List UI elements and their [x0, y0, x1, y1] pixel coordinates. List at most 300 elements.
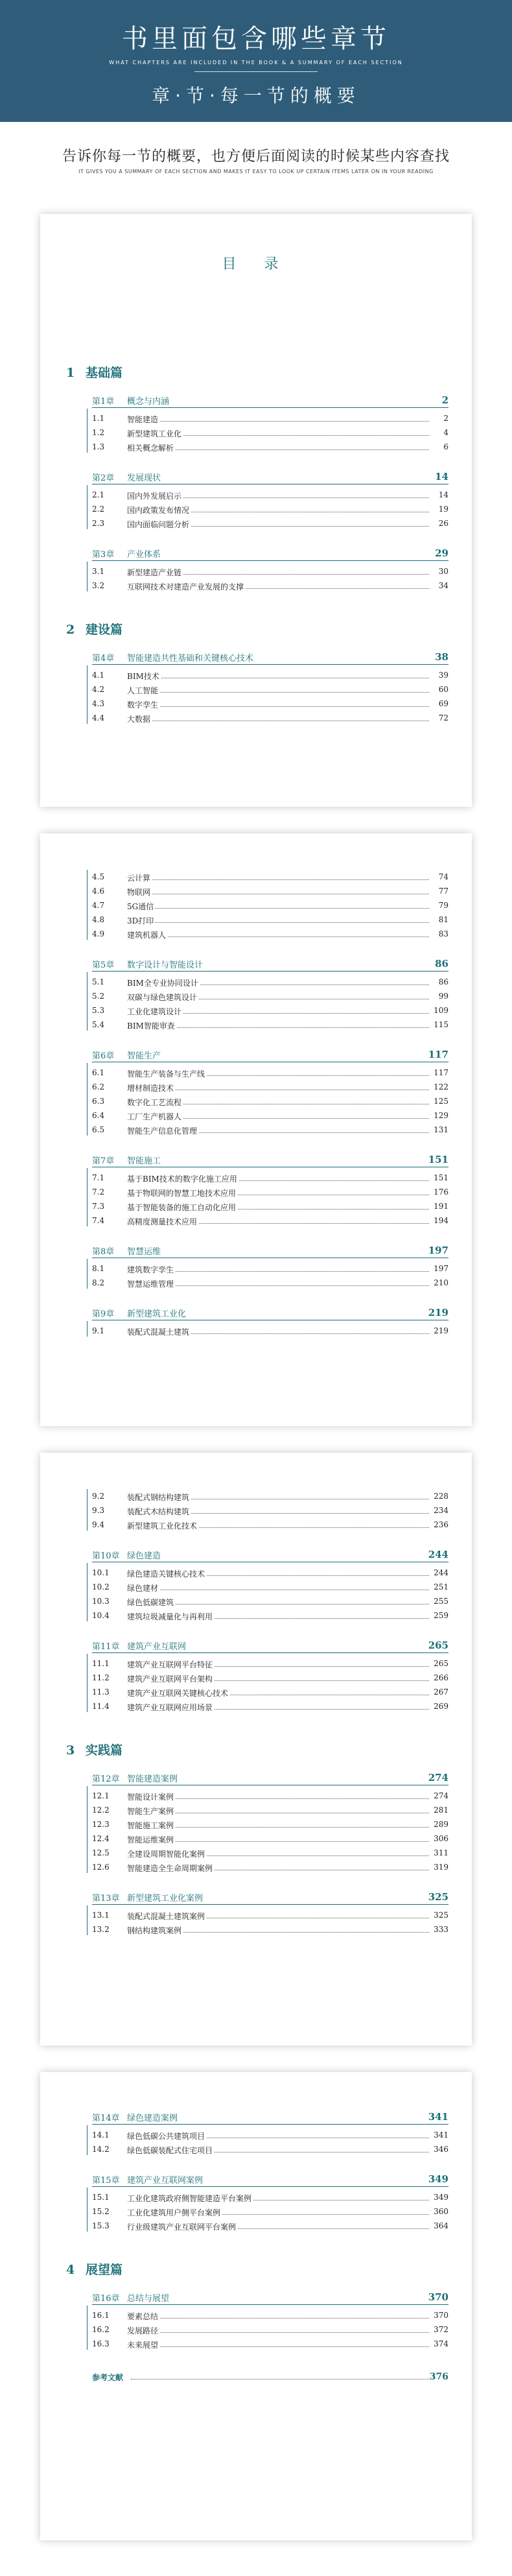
section-title: 建筑产业互联网平台架构	[127, 1675, 213, 1684]
section-page: 266	[434, 1673, 448, 1682]
section-number: 14.2	[92, 2145, 110, 2154]
section-title: 大数据	[127, 715, 151, 724]
section-entry	[92, 2145, 448, 2155]
section-page: 210	[434, 1278, 448, 1287]
section-entry	[92, 1173, 448, 1184]
section-page: 274	[434, 1791, 448, 1800]
section-entry	[92, 1791, 448, 1802]
section-number: 1.2	[92, 428, 105, 437]
section-entry	[92, 2325, 448, 2335]
section-page: 125	[434, 1097, 448, 1106]
section-entry	[92, 1326, 448, 1337]
dot-leader	[127, 421, 429, 422]
section-title: 建筑产业互联网应用场景	[127, 1703, 213, 1712]
section-title: 全建设周期智能化案例	[127, 1850, 205, 1859]
section-page: 289	[434, 1820, 448, 1829]
section-title: 建筑机器人	[127, 931, 167, 940]
section-entry	[92, 887, 448, 897]
section-entry	[92, 1834, 448, 1844]
section-number: 6.4	[92, 1111, 105, 1120]
chapter-entry	[92, 1640, 448, 1654]
chapter-rule	[92, 1652, 448, 1653]
chapter-rule	[92, 664, 448, 665]
section-title: 装配式木结构建筑	[127, 1507, 190, 1516]
chapter-number: 第7章	[92, 1156, 115, 1166]
section-number: 5.4	[92, 1020, 105, 1029]
section-page: 74	[438, 872, 448, 881]
section-number: 5.1	[92, 977, 105, 986]
section-number: 6.5	[92, 1125, 105, 1134]
chapter-page: 219	[428, 1307, 448, 1318]
section-page: 372	[434, 2325, 448, 2334]
section-title: 工业化建筑设计	[127, 1007, 182, 1016]
section-page: 131	[434, 1125, 448, 1134]
section-page: 69	[438, 699, 448, 708]
section-number: 2.1	[92, 490, 105, 499]
section-number: 5.2	[92, 992, 105, 1001]
chapter-title: 建筑产业互联网案例	[127, 2176, 204, 2186]
section-number: 12.1	[92, 1791, 110, 1800]
toc-page-4	[40, 2072, 472, 2540]
chapter-page: 14	[435, 471, 448, 483]
section-title: 增材制造技术	[127, 1084, 174, 1093]
section-entry	[92, 490, 448, 501]
section-number: 3.2	[92, 581, 105, 590]
section-number: 10.3	[92, 1597, 110, 1606]
section-page: 251	[434, 1582, 448, 1592]
section-number: 4.7	[92, 901, 105, 910]
section-page: 79	[438, 901, 448, 910]
chapter-rule	[92, 1904, 448, 1905]
chapter-title: 智能建造共性基础和关键核心技术	[127, 654, 254, 663]
section-title: 国内面临问题分析	[127, 520, 190, 529]
section-entry	[92, 1863, 448, 1873]
dot-leader	[127, 692, 429, 693]
chapter-number: 第13章	[92, 1894, 120, 1903]
chapter-page: 38	[435, 651, 448, 663]
chapter-page: 117	[428, 1049, 448, 1060]
section-entry	[92, 1611, 448, 1621]
section-title: 智能运维案例	[127, 1835, 174, 1844]
chapter-entry	[92, 1772, 448, 1786]
banner-divider	[194, 71, 318, 72]
section-title: 相关概念解析	[127, 444, 174, 453]
chapter-page: 197	[428, 1245, 448, 1256]
section-title: 智能生产案例	[127, 1807, 174, 1816]
section-number: 11.2	[92, 1673, 110, 1682]
chapter-page: 151	[428, 1154, 448, 1165]
toc-title: 目 录	[222, 256, 290, 272]
section-entry	[92, 581, 448, 591]
section-entry	[92, 1068, 448, 1079]
part-number: 3	[66, 1743, 75, 1758]
section-title: 人工智能	[127, 686, 159, 695]
chapter-number: 第14章	[92, 2114, 120, 2123]
chapter-title: 绿色建造案例	[127, 2114, 178, 2123]
section-page: 4	[443, 428, 448, 437]
chapter-title: 智能建造案例	[127, 1774, 178, 1784]
section-page: 19	[438, 505, 448, 514]
section-page: 265	[434, 1659, 448, 1668]
section-title: 绿色建造关键核心技术	[127, 1569, 205, 1579]
chapter-page: 370	[428, 2291, 448, 2303]
section-entry	[92, 1659, 448, 1669]
section-entry	[92, 1806, 448, 1816]
section-page: 117	[434, 1068, 448, 1077]
section-title: 互联网技术对建造产业发展的支撑	[127, 582, 244, 591]
section-title: 绿色低碳公共建筑项目	[127, 2132, 205, 2141]
section-title: BIM技术	[127, 672, 159, 681]
section-entry	[92, 872, 448, 883]
section-page: 306	[434, 1834, 448, 1843]
section-title: 工业化建筑政府侧智能建造平台案例	[127, 2194, 252, 2203]
chapter-number: 第12章	[92, 1774, 120, 1784]
section-entry	[92, 2221, 448, 2232]
section-number: 11.1	[92, 1659, 110, 1668]
section-entry	[92, 1582, 448, 1593]
toc-page-3	[40, 1453, 472, 2045]
section-entry	[92, 685, 448, 695]
section-number: 9.1	[92, 1326, 105, 1335]
section-entry	[92, 1097, 448, 1107]
section-number: 16.3	[92, 2339, 110, 2348]
chapter-number: 第15章	[92, 2176, 120, 2186]
chapter-number: 第3章	[92, 550, 115, 560]
section-number: 7.1	[92, 1173, 105, 1182]
section-title: 建筑垃圾减量化与再利用	[127, 1612, 213, 1621]
section-page: 234	[434, 1506, 448, 1515]
section-page: 115	[434, 1020, 448, 1029]
section-number: 9.2	[92, 1492, 105, 1501]
section-entry	[92, 519, 448, 529]
section-title: 绿色建材	[127, 1584, 159, 1593]
references-entry	[92, 2372, 448, 2382]
chapter-page: 341	[428, 2111, 448, 2123]
section-number: 4.1	[92, 671, 105, 680]
part-heading	[66, 1741, 122, 1758]
part-heading	[66, 363, 122, 381]
chapter-title: 概念与内涵	[127, 397, 170, 407]
section-page: 14	[438, 490, 448, 499]
section-entry	[92, 992, 448, 1002]
chapter-page: 265	[428, 1640, 448, 1651]
section-number: 2.2	[92, 505, 105, 514]
chapter-entry	[92, 1245, 448, 1259]
section-number: 1.1	[92, 414, 105, 423]
section-page: 99	[438, 992, 448, 1001]
section-page: 86	[438, 977, 448, 986]
section-title: 工厂生产机器人	[127, 1112, 182, 1121]
section-entry	[92, 2311, 448, 2321]
chapter-title: 数字设计与智能设计	[127, 960, 204, 970]
section-number: 6.3	[92, 1097, 105, 1106]
section-number: 4.6	[92, 887, 105, 896]
section-title: 智能生产装备与生产线	[127, 1069, 205, 1079]
section-page: 364	[434, 2221, 448, 2230]
section-title: 新型建筑工业化技术	[127, 1521, 198, 1531]
section-page: 6	[443, 442, 448, 451]
section-number: 15.3	[92, 2221, 110, 2230]
section-entry	[92, 1506, 448, 1516]
section-title: 新型建筑工业化	[127, 429, 182, 438]
intro-text-en: IT GIVES YOU A SUMMARY OF EACH SECTION AND MAKES IT EASY TO LOOK UP CERTAIN ITEMS LATER ON IN YOUR READING	[78, 169, 434, 174]
section-entry	[92, 1082, 448, 1093]
chapter-page: 2	[441, 394, 448, 406]
section-title: 智能建造	[127, 415, 159, 424]
section-title: 装配式钢结构建筑	[127, 1493, 190, 1502]
section-number: 9.3	[92, 1506, 105, 1515]
section-entry	[92, 442, 448, 453]
section-page: 325	[434, 1911, 448, 1920]
section-page: 77	[438, 887, 448, 896]
section-number: 12.4	[92, 1834, 110, 1843]
section-entry	[92, 414, 448, 424]
part-heading	[66, 2260, 122, 2278]
section-page: 349	[434, 2193, 448, 2202]
section-title: 钢结构建筑案例	[127, 1926, 182, 1935]
chapter-title: 绿色建造	[127, 1551, 161, 1561]
chapter-entry	[92, 1049, 448, 1063]
section-number: 8.2	[92, 1278, 105, 1287]
section-entry	[92, 1520, 448, 1531]
dot-leader	[127, 936, 429, 937]
section-entry	[92, 1925, 448, 1935]
section-title: 双碳与绿色建筑设计	[127, 993, 198, 1002]
section-number: 4.4	[92, 713, 105, 722]
section-page: 281	[434, 1806, 448, 1815]
section-page: 360	[434, 2207, 448, 2216]
section-number: 4.8	[92, 915, 105, 924]
section-title: 5G通信	[127, 902, 154, 911]
dot-leader	[127, 2346, 429, 2347]
chapter-title: 新型建筑工业化案例	[127, 1894, 204, 1903]
section-page: 319	[434, 1863, 448, 1872]
banner-subtitle-en: WHAT CHAPTERS ARE INCLUDED IN THE BOOK & A SUMMARY OF EACH SECTION	[109, 60, 403, 66]
chapter-title: 智能生产	[127, 1051, 161, 1061]
section-page: 194	[434, 1216, 448, 1225]
section-title: BIM智能审查	[127, 1021, 175, 1031]
chapter-title: 智能施工	[127, 1156, 161, 1166]
chapter-number: 第9章	[92, 1309, 115, 1319]
section-page: 311	[434, 1848, 448, 1857]
section-number: 14.1	[92, 2130, 110, 2140]
section-entry	[92, 1216, 448, 1226]
section-entry	[92, 505, 448, 515]
section-entry	[92, 2193, 448, 2203]
part-number: 4	[66, 2263, 75, 2277]
chapter-number: 第4章	[92, 654, 115, 663]
section-number: 13.1	[92, 1911, 110, 1920]
section-entry	[92, 2207, 448, 2217]
section-number: 4.2	[92, 685, 105, 694]
section-entry	[92, 1264, 448, 1274]
section-page: 39	[438, 671, 448, 680]
chapter-entry	[92, 1154, 448, 1168]
section-entry	[92, 1673, 448, 1684]
section-title: 云计算	[127, 874, 151, 883]
chapter-number: 第1章	[92, 397, 115, 407]
chapter-entry	[92, 2291, 448, 2306]
toc-page-2	[40, 833, 472, 1426]
section-number: 16.2	[92, 2325, 110, 2334]
section-number: 16.1	[92, 2311, 110, 2320]
section-number: 11.4	[92, 1702, 110, 1711]
chapter-entry	[92, 2173, 448, 2188]
section-entry	[92, 1848, 448, 1859]
section-page: 34	[438, 581, 448, 590]
section-title: 智能施工案例	[127, 1821, 174, 1830]
references-page: 376	[429, 2372, 448, 2382]
section-entry	[92, 929, 448, 940]
section-entry	[92, 977, 448, 988]
section-entry	[92, 1911, 448, 1921]
section-entry	[92, 1278, 448, 1289]
section-page: 259	[434, 1611, 448, 1620]
section-number: 13.2	[92, 1925, 110, 1934]
section-entry	[92, 567, 448, 577]
chapter-page: 349	[428, 2173, 448, 2185]
chapter-entry	[92, 651, 448, 665]
section-page: 72	[438, 713, 448, 722]
section-number: 12.3	[92, 1820, 110, 1829]
section-page: 81	[438, 915, 448, 924]
banner-title: 书里面包含哪些章节	[122, 24, 390, 54]
chapter-page: 274	[428, 1772, 448, 1783]
part-title: 实践篇	[86, 1743, 123, 1758]
intro-text-cn: 告诉你每一节的概要，也方便后面阅读的时候某些内容查找	[62, 149, 450, 165]
section-entry	[92, 1702, 448, 1712]
section-title: 高精度测量技术应用	[127, 1217, 198, 1226]
section-entry	[92, 1688, 448, 1698]
section-entry	[92, 915, 448, 925]
section-entry	[92, 2339, 448, 2350]
section-title: 建筑产业互联网关键核心技术	[127, 1689, 229, 1698]
section-entry	[92, 1597, 448, 1607]
chapter-rule	[92, 2186, 448, 2187]
chapter-title: 总结与展望	[127, 2294, 170, 2304]
references-title: 参考文献	[92, 2373, 124, 2382]
chapter-title: 建筑产业互联网	[127, 1642, 187, 1652]
section-number: 8.1	[92, 1264, 105, 1273]
chapter-page: 86	[435, 958, 448, 970]
chapter-number: 第6章	[92, 1051, 115, 1061]
chapter-number: 第2章	[92, 473, 115, 483]
chapter-rule	[92, 2304, 448, 2305]
chapter-number: 第10章	[92, 1551, 120, 1561]
section-number: 10.2	[92, 1582, 110, 1592]
section-page: 333	[434, 1925, 448, 1934]
section-page: 83	[438, 929, 448, 938]
dot-leader	[127, 706, 429, 707]
section-page: 267	[434, 1688, 448, 1697]
toc-page-1	[40, 214, 472, 807]
header-banner	[0, 0, 512, 122]
section-title: 发展路径	[127, 2326, 159, 2335]
section-number: 12.6	[92, 1863, 110, 1872]
banner-tagline: 章·节·每一节的概要	[152, 85, 360, 106]
chapter-entry	[92, 958, 448, 972]
chapter-entry	[92, 1549, 448, 1563]
section-page: 341	[434, 2130, 448, 2140]
chapter-entry	[92, 1307, 448, 1321]
section-page: 2	[443, 414, 448, 423]
chapter-rule	[92, 407, 448, 408]
section-title: 基于BIM技术的数字化施工应用	[127, 1175, 237, 1184]
section-title: 建筑产业互联网平台特征	[127, 1660, 213, 1669]
section-title: 3D打印	[127, 916, 154, 925]
section-number: 6.2	[92, 1082, 105, 1091]
section-entry	[92, 1125, 448, 1136]
part-title: 建设篇	[86, 623, 123, 637]
section-number: 3.1	[92, 567, 105, 576]
section-entry	[92, 1202, 448, 1212]
section-page: 129	[434, 1111, 448, 1120]
section-title: 行业级建筑产业互联网平台案例	[127, 2223, 237, 2232]
section-page: 122	[434, 1082, 448, 1091]
section-title: 装配式混凝土建筑案例	[127, 1912, 205, 1921]
section-title: 工业化建筑用户侧平台案例	[127, 2208, 221, 2217]
dot-leader	[127, 2318, 429, 2319]
section-page: 151	[434, 1173, 448, 1182]
section-page: 176	[434, 1187, 448, 1197]
chapter-title: 智慧运维	[127, 1247, 161, 1257]
section-title: 智能生产信息化管理	[127, 1127, 198, 1136]
section-number: 9.4	[92, 1520, 105, 1529]
section-title: 装配式混凝土建筑	[127, 1328, 190, 1337]
section-number: 11.3	[92, 1688, 110, 1697]
part-heading	[66, 620, 122, 638]
section-number: 15.2	[92, 2207, 110, 2216]
chapter-title: 产业体系	[127, 550, 161, 560]
section-title: 物联网	[127, 888, 151, 897]
section-title: 未来展望	[127, 2341, 159, 2350]
section-page: 219	[434, 1326, 448, 1335]
part-title: 基础篇	[86, 366, 123, 380]
dot-leader	[127, 922, 429, 923]
section-number: 10.1	[92, 1568, 110, 1577]
section-entry	[92, 1568, 448, 1579]
section-entry	[92, 1187, 448, 1198]
chapter-title: 发展现状	[127, 473, 161, 483]
dot-leader	[127, 2332, 429, 2333]
section-page: 60	[438, 685, 448, 694]
chapter-entry	[92, 2111, 448, 2125]
chapter-number: 第5章	[92, 960, 115, 970]
section-page: 236	[434, 1520, 448, 1529]
section-entry	[92, 1492, 448, 1502]
chapter-rule	[92, 560, 448, 561]
dot-leader	[127, 908, 429, 909]
section-number: 4.9	[92, 929, 105, 938]
section-title: 基于智能装备的施工自动化应用	[127, 1203, 237, 1212]
section-title: 要素总结	[127, 2312, 159, 2321]
chapter-page: 29	[435, 547, 448, 559]
section-number: 1.3	[92, 442, 105, 451]
section-page: 244	[434, 1568, 448, 1577]
section-title: 智能建造全生命周期案例	[127, 1864, 213, 1873]
chapter-rule	[92, 2124, 448, 2125]
section-title: 国内外发展启示	[127, 492, 182, 501]
section-number: 2.3	[92, 519, 105, 528]
section-page: 269	[434, 1702, 448, 1711]
chapter-rule	[92, 971, 448, 972]
section-title: 数字孪生	[127, 700, 159, 710]
section-page: 109	[434, 1006, 448, 1015]
chapter-page: 244	[428, 1549, 448, 1560]
section-number: 10.4	[92, 1611, 110, 1620]
part-number: 2	[66, 623, 75, 637]
section-page: 30	[438, 567, 448, 576]
